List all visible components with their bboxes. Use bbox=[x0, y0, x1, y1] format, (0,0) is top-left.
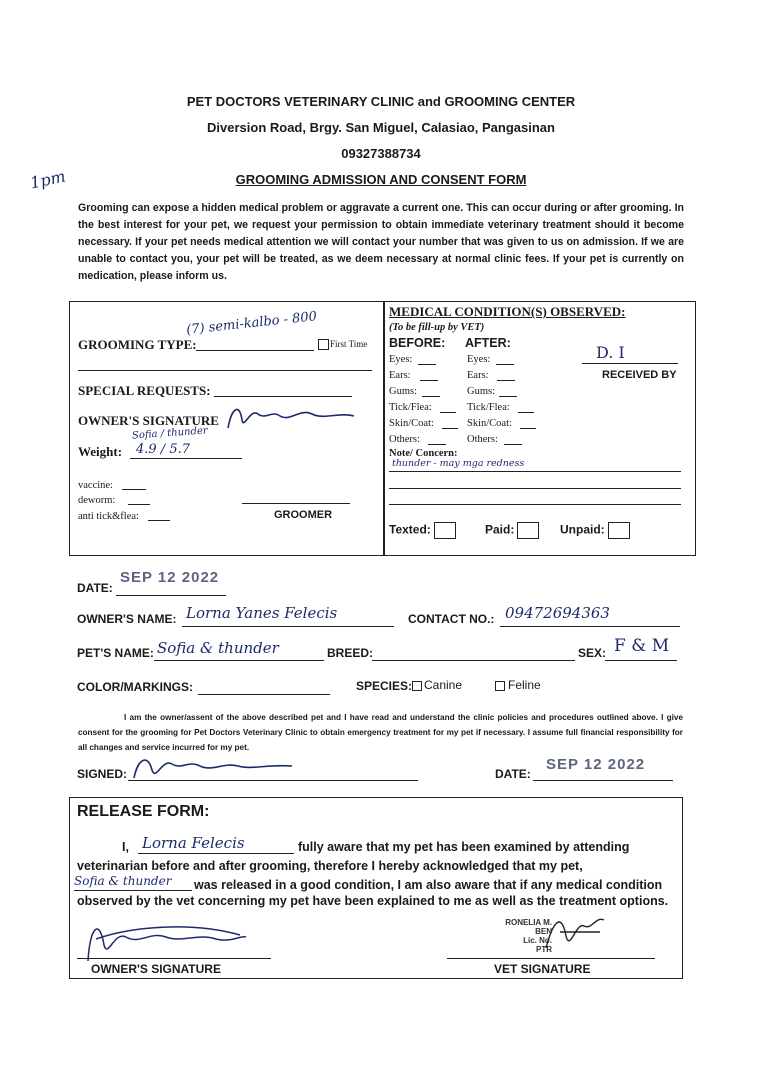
unpaid-checkbox[interactable] bbox=[608, 522, 630, 539]
owner-signature-mark bbox=[220, 400, 360, 434]
consent-paragraph: I am the owner/assent of the above described pet and I have read and understand the clinic policies and procedures outlined above. I give consent for the grooming for Pet Doctors Veterinary Clinic to obtain emergency treatment for my pet if necessary. I assume full financial responsibility for all changes and service incurred for my pet. bbox=[78, 713, 683, 752]
received-by-value[interactable]: D. I bbox=[596, 343, 625, 362]
form-title: GROOMING ADMISSION AND CONSENT FORM bbox=[235, 172, 527, 187]
first-time-checkbox[interactable] bbox=[318, 339, 329, 350]
unpaid-label: Unpaid: bbox=[560, 522, 605, 537]
medical-title: MEDICAL CONDITION(S) OBSERVED: bbox=[389, 304, 626, 319]
intro-paragraph: Grooming can expose a hidden medical problem or aggravate a current one. This can occur during or after grooming. In the best interest for your pet, we request your permission to obtain immediate veterinary treatment should it become necessary. If your pet needs medical attention we will contact your number that was given to us on admission. If we are unable to contact you, your pet will be treated, as we deem necessary at normal clinic fees. If your pet is currently on medication, please inform us. bbox=[78, 202, 684, 282]
after-eyes: Eyes: bbox=[467, 354, 491, 365]
release-text-3: was released in a good condition, I am also aware that if any medical condition bbox=[194, 878, 663, 892]
before-eyes: Eyes: bbox=[389, 354, 413, 365]
unpaid-item[interactable] bbox=[560, 522, 630, 539]
paid-label: Paid: bbox=[485, 522, 515, 537]
margin-note: 1pm bbox=[28, 166, 68, 193]
received-by-label: RECEIVED BY bbox=[602, 369, 677, 381]
paid-item[interactable] bbox=[485, 522, 539, 539]
date-line bbox=[116, 595, 226, 596]
before-eyes-line[interactable] bbox=[418, 364, 436, 365]
owner-name-label: OWNER'S NAME: bbox=[77, 612, 177, 626]
canine-label: Canine bbox=[424, 678, 463, 692]
owner-name-line bbox=[182, 626, 394, 627]
color-label: COLOR/MARKINGS: bbox=[77, 680, 193, 694]
clinic-phone: 09327388734 bbox=[341, 146, 421, 161]
before-gums: Gums: bbox=[389, 386, 418, 397]
grooming-type-label: GROOMING TYPE: bbox=[78, 337, 197, 352]
grooming-type-line bbox=[196, 350, 314, 351]
box-divider bbox=[383, 302, 385, 555]
after-others: Others: bbox=[467, 434, 498, 445]
weight-label: Weight: bbox=[78, 444, 123, 459]
species-label: SPECIES: bbox=[356, 679, 413, 693]
canine-checkbox[interactable] bbox=[412, 681, 422, 691]
pet-name-value[interactable]: Sofia & thunder bbox=[157, 639, 279, 657]
deworm-label: deworm: bbox=[78, 495, 116, 506]
release-title: RELEASE FORM: bbox=[77, 803, 210, 820]
after-tick-line[interactable] bbox=[518, 412, 534, 413]
before-ears-line[interactable] bbox=[420, 380, 438, 381]
vet-signature-label: VET SIGNATURE bbox=[494, 962, 591, 976]
clinic-address: Diversion Road, Brgy. San Miguel, Calasiao, Pangasinan bbox=[207, 120, 555, 135]
date2-line bbox=[533, 780, 673, 781]
color-line[interactable] bbox=[198, 694, 330, 695]
date2-stamp[interactable]: SEP 12 2022 bbox=[546, 756, 646, 773]
contact-value[interactable]: 09472694363 bbox=[505, 604, 610, 622]
vet-stamp-name: RONELIA M. BEN bbox=[505, 918, 552, 936]
note-line-2 bbox=[389, 488, 681, 489]
after-eyes-line[interactable] bbox=[496, 364, 514, 365]
owner-signature-label: OWNER'S SIGNATURE bbox=[78, 413, 219, 428]
vaccine-label: vaccine: bbox=[78, 480, 113, 491]
vet-signature-line bbox=[447, 958, 655, 959]
vet-stamp-license: Lic. No. bbox=[523, 936, 552, 945]
note-label: Note/ Concern: bbox=[389, 448, 458, 459]
breed-line[interactable] bbox=[372, 660, 575, 661]
owner-release-signature-label: OWNER'S SIGNATURE bbox=[91, 962, 221, 976]
vet-signature-mark bbox=[540, 908, 610, 958]
antitick-label: anti tick&flea: bbox=[78, 511, 139, 522]
before-ears: Ears: bbox=[389, 370, 411, 381]
owner-name-value[interactable]: Lorna Yanes Felecis bbox=[186, 604, 338, 622]
sex-line bbox=[605, 660, 677, 661]
before-skin-line[interactable] bbox=[442, 428, 458, 429]
groomer-label: GROOMER bbox=[274, 509, 333, 521]
sex-value[interactable]: F & M bbox=[614, 636, 670, 656]
before-tick-line[interactable] bbox=[440, 412, 456, 413]
contact-line bbox=[500, 626, 680, 627]
signed-label: SIGNED: bbox=[77, 767, 128, 781]
date-stamp[interactable]: SEP 12 2022 bbox=[120, 569, 220, 586]
signed-signature-mark bbox=[128, 752, 298, 786]
release-pets-line bbox=[74, 890, 192, 891]
pet-names-note: Sofia / thunder bbox=[131, 425, 208, 442]
before-label: BEFORE: bbox=[389, 336, 446, 350]
release-pets-value[interactable]: Sofia & thunder bbox=[74, 874, 172, 888]
weight-value[interactable]: 4.9 / 5.7 bbox=[136, 442, 190, 457]
after-gums-line[interactable] bbox=[499, 396, 517, 397]
feline-label: Feline bbox=[508, 678, 541, 692]
release-text-2: veterinarian before and after grooming, therefore I hereby acknowledged that my pet, bbox=[77, 859, 583, 873]
antitick-line[interactable] bbox=[148, 520, 170, 521]
before-others-line[interactable] bbox=[428, 444, 446, 445]
before-skin: Skin/Coat: bbox=[389, 418, 434, 429]
before-gums-line[interactable] bbox=[422, 396, 440, 397]
note-line-1 bbox=[389, 471, 681, 472]
after-others-line[interactable] bbox=[504, 444, 522, 445]
after-skin: Skin/Coat: bbox=[467, 418, 512, 429]
sex-label: SEX: bbox=[578, 646, 607, 660]
release-name-line bbox=[138, 853, 294, 854]
pet-name-label: PET'S NAME: bbox=[77, 646, 154, 660]
first-time-label: First Time bbox=[330, 339, 368, 349]
date-label: DATE: bbox=[77, 581, 113, 595]
note-line-3 bbox=[389, 504, 681, 505]
vaccine-line[interactable] bbox=[122, 489, 146, 490]
after-ears: Ears: bbox=[467, 370, 489, 381]
before-others: Others: bbox=[389, 434, 420, 445]
special-requests-label: SPECIAL REQUESTS: bbox=[78, 383, 211, 398]
medical-subtitle: (To be fill-up by VET) bbox=[389, 322, 485, 333]
release-i-label: I, bbox=[122, 840, 129, 854]
after-label: AFTER: bbox=[465, 336, 511, 350]
grooming-type-value[interactable]: (7) semi-kalbo - 800 bbox=[185, 309, 318, 338]
release-name-value[interactable]: Lorna Felecis bbox=[142, 834, 245, 852]
paid-checkbox[interactable] bbox=[517, 522, 539, 539]
release-text-4: observed by the vet concerning my pet have been explained to me as well as the treatment options. bbox=[77, 894, 669, 908]
date2-label: DATE: bbox=[495, 767, 531, 781]
after-tick: Tick/Flea: bbox=[467, 402, 510, 413]
before-tick: Tick/Flea: bbox=[389, 402, 432, 413]
clinic-name: PET DOCTORS VETERINARY CLINIC and GROOMING CENTER bbox=[186, 94, 576, 109]
after-ears-line[interactable] bbox=[497, 380, 515, 381]
feline-checkbox[interactable] bbox=[495, 681, 505, 691]
pet-name-line bbox=[154, 660, 324, 661]
note-value[interactable]: thunder - may mga redness bbox=[392, 458, 525, 469]
deworm-line[interactable] bbox=[128, 504, 150, 505]
texted-item[interactable] bbox=[389, 522, 456, 539]
texted-label: Texted: bbox=[389, 522, 431, 537]
received-by-line bbox=[582, 363, 678, 364]
special-requests-line[interactable] bbox=[214, 396, 352, 397]
after-gums: Gums: bbox=[467, 386, 496, 397]
breed-label: BREED: bbox=[327, 646, 374, 660]
release-text-1: fully aware that my pet has been examined by attending bbox=[298, 840, 630, 854]
after-skin-line[interactable] bbox=[520, 428, 536, 429]
contact-label: CONTACT NO.: bbox=[408, 612, 495, 626]
texted-checkbox[interactable] bbox=[434, 522, 456, 539]
owner-release-signature-line bbox=[77, 958, 271, 959]
groomer-line bbox=[242, 503, 350, 504]
grooming-type-line-2 bbox=[78, 370, 372, 371]
weight-line bbox=[130, 458, 242, 459]
vet-stamp-ptr: PTR bbox=[536, 945, 552, 954]
